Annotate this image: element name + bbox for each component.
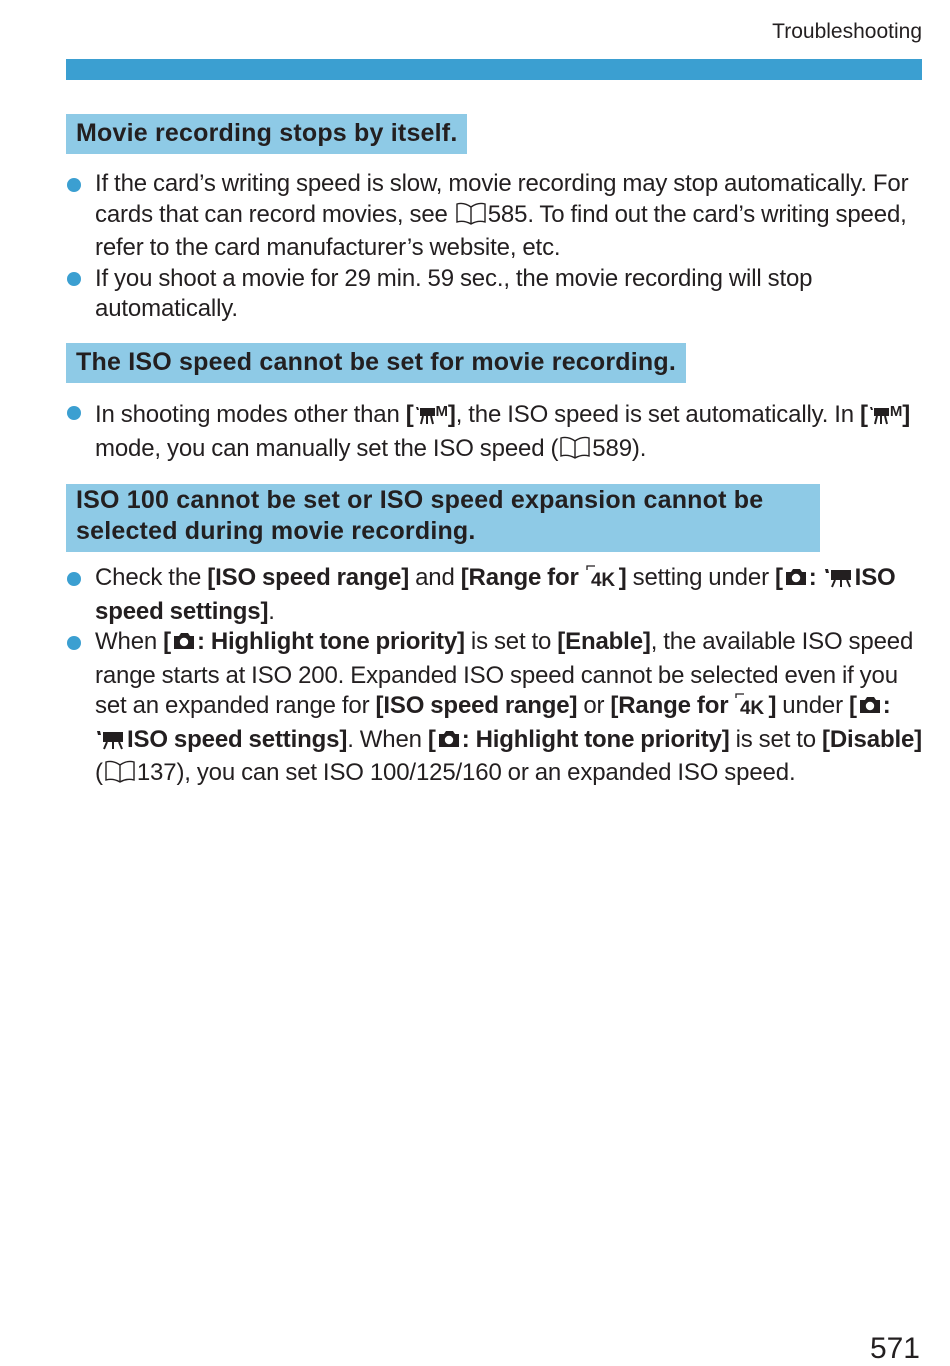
camera-icon [171, 630, 197, 661]
heading-movie-stops: Movie recording stops by itself. [66, 114, 467, 154]
list-item: In shooting modes other than [ $^M$], the ISO speed is set automatically. In [ $^M$] mode, you can manually set the ISO speed ( 589). [66, 397, 926, 467]
camera-icon [783, 566, 809, 597]
list-item: If you shoot a movie for 29 min. 59 sec., the movie recording will stop automatically. [66, 264, 926, 325]
bullet-list [66, 169, 926, 325]
book-reference-icon [454, 201, 488, 234]
book-reference-icon [103, 759, 137, 792]
4k-icon [734, 692, 768, 725]
bullet-list [66, 397, 926, 467]
4k-icon [585, 564, 619, 597]
movie-camera-icon [868, 403, 890, 434]
header-bar [66, 59, 922, 80]
page-number: 571 [869, 1332, 920, 1365]
movie-camera-icon [414, 403, 436, 434]
heading-iso100-expansion: ISO 100 cannot be set or ISO speed expansion cannot be selected during movie recording. [66, 484, 820, 552]
movie-camera-icon [823, 566, 855, 597]
camera-icon [436, 728, 462, 759]
list-item: Check the [ISO speed range] and [Range for 4K ] setting under [ : ISO speed settings]. [66, 563, 926, 627]
svg-text:4K: 4K [590, 570, 615, 588]
list-item: If the card’s writing speed is slow, movie recording may stop automatically. For cards that can record movies, see 585. To find out the card’s writing speed, refer to the card manufacturer’s website, etc. [66, 169, 926, 264]
bullet-list [66, 563, 926, 792]
section-label: Troubleshooting [772, 20, 922, 43]
svg-text:4K: 4K [740, 698, 765, 716]
book-reference-icon [558, 435, 592, 468]
list-item: When [ : Highlight tone priority] is set to [Enable], the available ISO speed range starts at ISO 200. Expanded ISO speed cannot be selected even if you set an expanded range for [ISO speed range] or [Range for 4K ] under [ : ISO speed settings]. When [ : Highlight tone priority] is set to [Disable] ( 137), you can set ISO 100/125/160 or an expanded ISO speed. [66, 627, 926, 792]
movie-camera-icon [95, 728, 127, 759]
heading-iso-cannot-set: The ISO speed cannot be set for movie recording. [66, 343, 686, 383]
camera-icon [857, 694, 883, 725]
